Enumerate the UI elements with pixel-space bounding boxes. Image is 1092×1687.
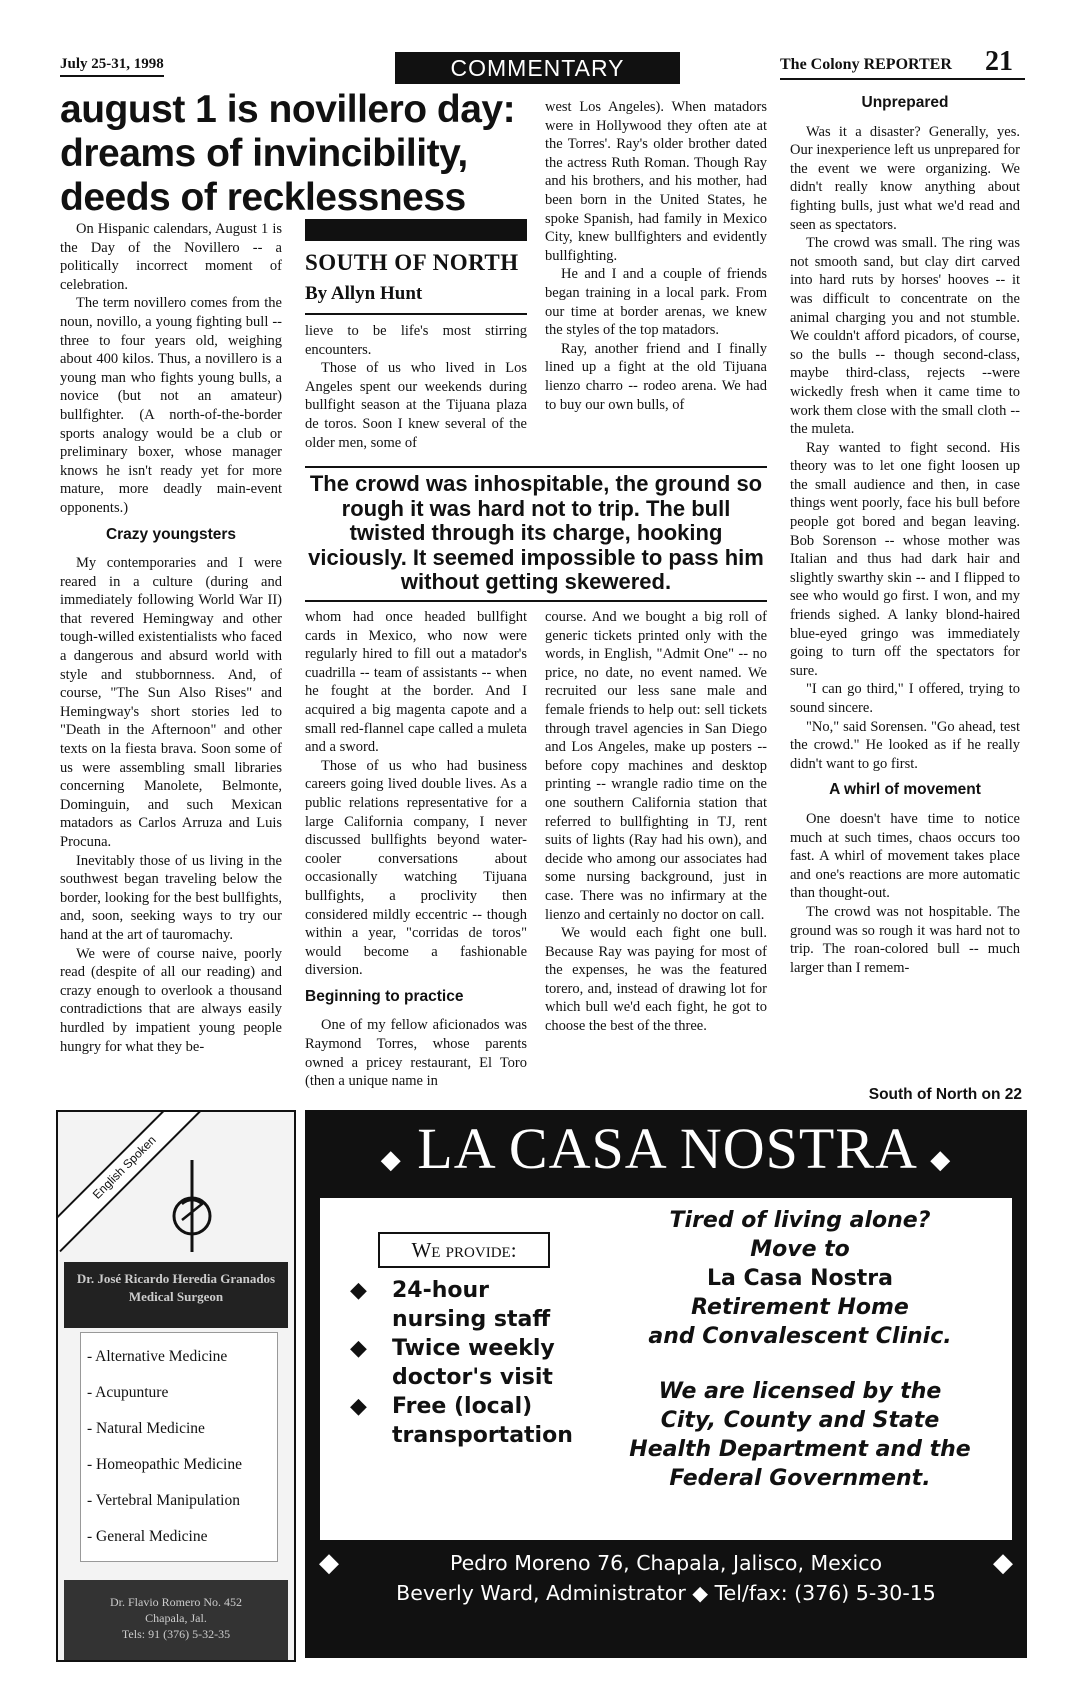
- we-provide-box: We provide:: [378, 1232, 550, 1268]
- article-column-3-bottom: [545, 608, 767, 1036]
- paragraph: Those of us who lived in Los Angeles spent our weekends during bullfight season at the Tijuana plaza de toros. Soon I knew several of the older men, some of: [305, 360, 527, 451]
- service-item: - Vertebral Manipulation: [87, 1492, 240, 1509]
- subhead-beginning-to-practice: Beginning to practice: [305, 987, 464, 1005]
- tagline-line: Retirement Home: [691, 1295, 909, 1320]
- tagline-line: and Convalescent Clinic.: [648, 1324, 952, 1349]
- subhead-unprepared: Unprepared: [861, 94, 949, 111]
- doctor-band: [64, 1262, 288, 1328]
- service-item: - Natural Medicine: [87, 1420, 205, 1437]
- article-column-2-bottom: [305, 608, 527, 1091]
- paragraph: One of my fellow aficionados was Raymond Torres, whose parents owned a pricey restaurant, El Toro (then a unique name in: [305, 1017, 527, 1090]
- english-spoken-band: English Spoken: [58, 1112, 208, 1252]
- license-line: Federal Government.: [669, 1466, 931, 1491]
- paragraph: He and I and a couple of friends began training in a local park. From our time at border arenas, we knew the styles of the top matadors.: [545, 266, 767, 339]
- paragraph: west Los Angeles). When matadors were in Hollywood they often ate at the Torres'. Ray's older brother dated the actress Ruth Roman. Though Ray and his brothers, and his mother, had been born in the United States, he spoke Spanish, had family in Mexico City, knew bullfighters and evidently bullfighting.: [545, 99, 767, 264]
- pull-quote: The crowd was inhospitable, the ground so rough it was hard not to trip. The bull twisted through its charge, hooking viciously. It seemed impossible to pass him without getting skewered.: [305, 466, 767, 602]
- services-list: [80, 1332, 278, 1562]
- page-number: 21: [985, 46, 1013, 77]
- doctor-name: Dr. José Ricardo Heredia Granados: [76, 1271, 276, 1286]
- provides-item: ◆ 24-hour nursing staff: [350, 1278, 551, 1332]
- casa-address: Pedro Moreno 76, Chapala, Jalisco, Mexico: [449, 1551, 883, 1575]
- column-kicker: SOUTH OF NORTH: [305, 250, 519, 275]
- paragraph: One doesn't have time to notice much at such times, chaos occurs too fast. A whirl of movement takes place and one's reactions are more automatic than thought-out.: [790, 810, 1020, 902]
- license-line: City, County and State: [660, 1408, 940, 1433]
- article-column-2-top: [305, 322, 527, 452]
- tagline-line: Move to: [750, 1237, 850, 1262]
- paragraph: The crowd was not hospitable. The ground was so rough it was hard not to trip. The roan-colored bull -- much larger than I remem-: [790, 903, 1020, 976]
- paragraph: "No," said Sorensen. "Go ahead, test the crowd." He looked as if he really didn't want to go first.: [790, 718, 1020, 772]
- casa-title-row: [305, 1116, 1027, 1193]
- diamond-icon: ◆: [380, 1145, 402, 1174]
- paragraph: course. And we bought a big roll of generic tickets printed only with the words, in English, "Admit One" -- no price, no date, no event named. We recruited our less sane male and female friends to help out: sell tickets through travel agencies in San Diego and Los Angeles, make up posters -- before copy machines and desktop printing -- wrangle radio time on the one southern California station that referred to bullfighting in TJ, rent suits of lights (Ray had his own), and decide who among our associates had some nursing background, just in case. There was no infirmary at the lienzo and certainly no doctor on call.: [545, 609, 767, 923]
- header-rule: [780, 78, 1025, 80]
- paragraph: We were of course naive, poorly read (despite of all our reading) and crazy enough to overlook a thousand contradictions that are always easily hurdled by impatient young people hungry for what they be-: [60, 945, 282, 1055]
- paragraph: "I can go third," I offered, trying to sound sincere.: [790, 681, 1020, 716]
- paragraph: Ray, another friend and I finally lined up a fight at the old Tijuana lienzo charro -- rodeo arena. We had to buy our own bulls, of: [545, 340, 767, 413]
- casa-tagline: [600, 1206, 1000, 1493]
- casa-admin: Beverly Ward, Administrator: [396, 1581, 686, 1605]
- casa-contact-line: [305, 1578, 1027, 1608]
- diamond-icon: ◆: [350, 1278, 367, 1303]
- diamond-icon: ◆: [993, 1548, 1013, 1578]
- clinic-ad: [56, 1110, 296, 1662]
- paragraph: Ray wanted to fight second. His theory was to let one fight loosen up the small audience and then, in case things went poorly, face his bull before people got bored and began leaving. Bob Sorenson -- whose mother was Italian and thus had dark hair and slightly swarthy skin -- and I flipped to see who would go first. I won, and my friends sighed. A lanky blond-haired blue-eyed gringo was immediately going to turn off the spectators for sure.: [790, 439, 1020, 679]
- casa-address-line: [305, 1548, 1027, 1578]
- service-item: - General Medicine: [87, 1528, 208, 1545]
- doctor-title: Medical Surgeon: [128, 1289, 224, 1304]
- diamond-icon: ◆: [930, 1145, 952, 1174]
- paragraph: Those of us who had business careers going lived double lives. As a public relations representative for a large California company, I never discussed bullfights beyond water-cooler conversations about occasionally watching Tijuana bullfights, a proclivity then considered mildly eccentric -- though within a year, "corridas de toros" would become a fashionable diversion.: [305, 757, 527, 979]
- paragraph: whom had once headed bullfight cards in Mexico, who now were regularly hired to fill out a matador's cuadrilla -- team of assistants -- when he fought at the border. And I acquired a big magenta capote and a small red-flannel cape called a muleta and a sword.: [305, 609, 527, 756]
- subhead-whirl-of-movement: A whirl of movement: [829, 781, 981, 799]
- clinic-street: Dr. Flavio Romero No. 452: [110, 1595, 242, 1609]
- diamond-icon: ◆: [350, 1394, 367, 1419]
- column-bar: [305, 219, 527, 241]
- provides-item: ◆ Twice weekly doctor's visit: [350, 1336, 555, 1390]
- service-item: - Homeopathic Medicine: [87, 1456, 242, 1473]
- diamond-icon: ◆: [692, 1581, 709, 1605]
- continued-jump-line: South of North on 22: [868, 1086, 1022, 1103]
- byline-rule: [305, 313, 527, 315]
- paragraph: Was it a disaster? Generally, yes. Our inexperience left us unprepared for the event we were organizing. We didn't really know anything about fighting bulls, just what we'd read and seen as spectators.: [790, 123, 1020, 233]
- paragraph: On Hispanic calendars, August 1 is the Day of the Novillero -- a politically incorrect moment of celebration.: [60, 221, 282, 293]
- license-line: Health Department and the: [629, 1437, 971, 1462]
- issue-date: July 25-31, 1998: [60, 56, 164, 77]
- clinic-address: [64, 1580, 288, 1662]
- clinic-phone: Tels: 91 (376) 5-32-35: [121, 1627, 231, 1641]
- paragraph: lieve to be life's most stirring encounters.: [305, 323, 527, 358]
- paragraph: The crowd was small. The ring was not smooth sand, but clay dirt carved into hard ruts by horses' hooves -- it was difficult to concentrate on the animal charging you and not stumble. We couldn't afford picadors, of course, so the bulls -- though second-class, maybe third-class, rejects --were wickedly fresh when it came time to work them close with the small cloth -- the muleta.: [790, 235, 1020, 438]
- tagline-line: Tired of living alone?: [669, 1208, 931, 1233]
- service-item: - Alternative Medicine: [87, 1348, 228, 1365]
- provides-item: ◆ Free (local) transportation: [350, 1394, 573, 1448]
- paper-name: The Colony REPORTER: [780, 56, 952, 73]
- casa-tel: Tel/fax: (376) 5-30-15: [714, 1581, 936, 1605]
- clinic-city: Chapala, Jal.: [145, 1611, 207, 1625]
- article-column-3-top: [545, 98, 767, 414]
- tagline-line: La Casa Nostra: [707, 1266, 893, 1291]
- diamond-icon: ◆: [319, 1548, 339, 1578]
- section-banner: COMMENTARY: [395, 52, 680, 84]
- casa-title: LA CASA NOSTRA: [417, 1116, 915, 1181]
- article-column-1: [60, 220, 282, 1056]
- provides-list: [350, 1276, 580, 1450]
- service-item: - Acupunture: [87, 1384, 169, 1401]
- paragraph: My contemporaries and I were reared in a culture (during and immediately following World War II) that revered Hemingway and other tough-willed existentialists who faced a dangerous and absurd world with style and stubbornness. And, of course, "The Sun Also Rises" and Hemingway's short stories led to "Death in the Afternoon" and other texts on la fiesta brava. Soon some of us were assembling small libraries concerning Manolete, Belmonte, Dominguin, and such Mexican matadors as Carlos Arruza and Luis Procuna.: [60, 555, 282, 850]
- paragraph: Inevitably those of us living in the southwest began traveling below the border, looking for the best bullfights, and, soon, seeking ways to try our hand at the art of tauromachy.: [60, 852, 282, 943]
- paragraph: The term novillero comes from the noun, novillo, a young fighting bull --three to four years old, weighing about 400 kilos. Thus, a novillero is a young man who fights young bulls, a novice (but not an amateur) bullfighter. (A north-of-the-border sports analogy would be a club or preliminary boxer, whose manager knows he isn't ready yet for more mature, more deadly main-event opponents.): [60, 295, 282, 516]
- paragraph: We would each fight one bull. Because Ray was paying for most of the expenses, he was the featured torero, and, instead of drawing lot for which bull we'd each fight, he got to choose the best of the three.: [545, 925, 767, 1035]
- casa-footer: [305, 1548, 1027, 1608]
- article-column-4: [790, 94, 1020, 977]
- byline: By Allyn Hunt: [305, 283, 423, 304]
- subhead-crazy-youngsters: Crazy youngsters: [105, 525, 237, 543]
- caduceus-icon: [168, 1156, 216, 1256]
- headline: august 1 is novillero day: dreams of invincibility, deeds of recklessness: [60, 88, 516, 219]
- license-line: We are licensed by the: [658, 1379, 942, 1404]
- diamond-icon: ◆: [350, 1336, 367, 1361]
